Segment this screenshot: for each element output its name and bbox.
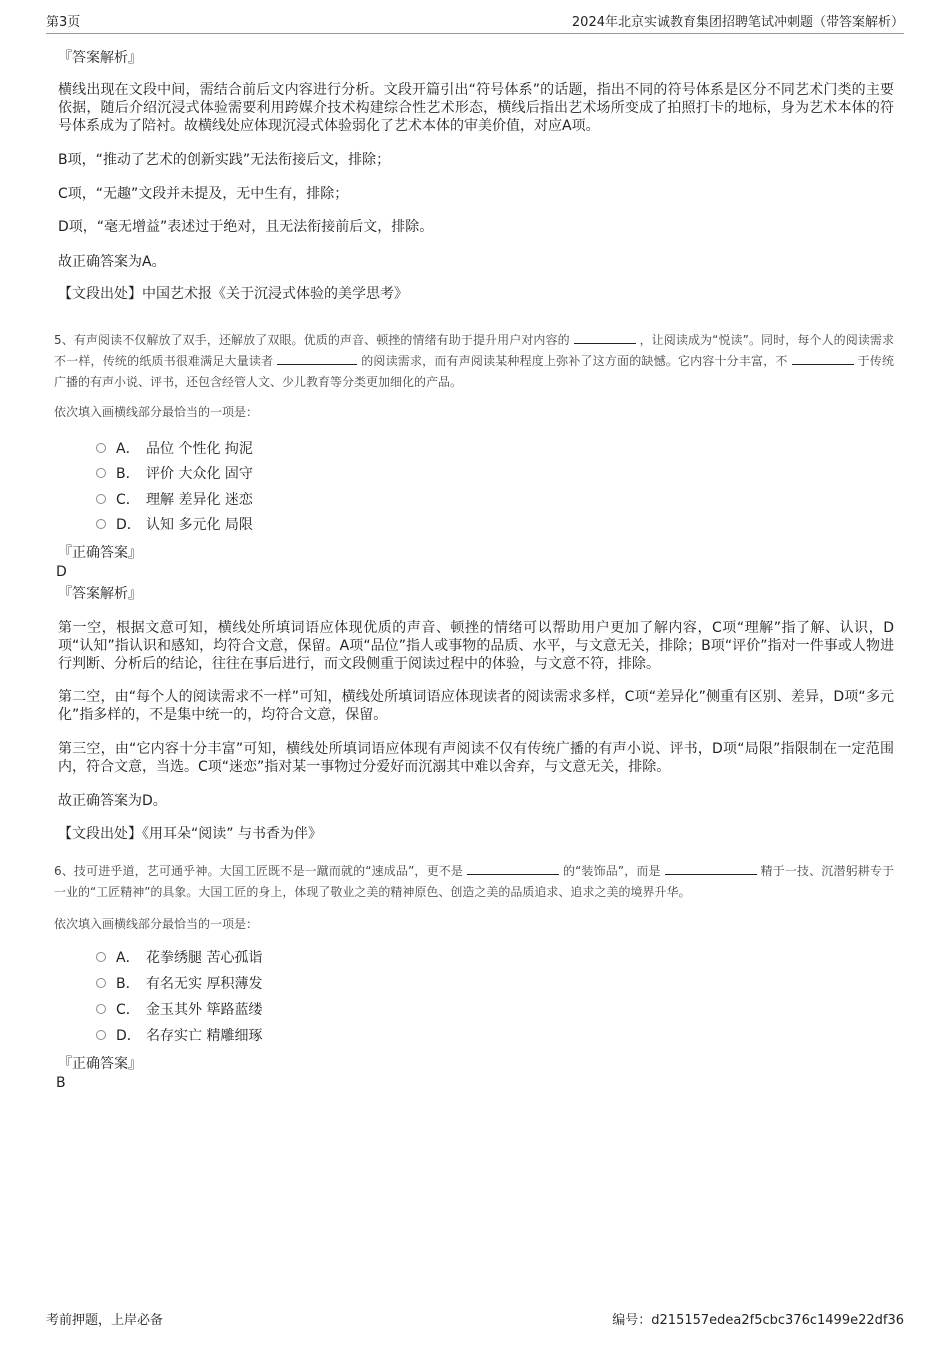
analysis-conclusion: 故正确答案为D。: [58, 793, 167, 809]
document-title: 2024年北京实诚教育集团招聘笔试冲刺题（带答案解析）: [571, 15, 904, 30]
correct-answer: D: [56, 564, 67, 580]
question-text: 于传统广播的有声小说、评书，还包含经管人文、少儿教育等分类更加细化的产品。: [54, 354, 894, 389]
analysis-paragraph: 第一空，根据文意可知，横线处所填词语应体现优质的声音、顿挫的情绪可以帮助用户更加了解内容，C项“理解”指了解、认识，D项“认知”指认识和感知，均符合文意，保留。A项“品位”指人或事物的品质、水平，与文意无关，排除；B项“评价”指对一件事或人物进行判断、分析后的结论，往往在事后进行，而文段侧重于阅读过程中的体验，与文意不符，排除。: [58, 620, 894, 672]
option-letter: C．: [116, 492, 140, 508]
correct-answer-label: 『正确答案』: [58, 1056, 142, 1072]
question-text: 精于一技、沉潜躬耕专于一业的“工匠精神”的具象。大国工匠的身上，体现了敬业之美的精神原色、创造之美的品质追求、追求之美的境界升华。: [54, 864, 894, 899]
radio-icon[interactable]: [96, 494, 106, 504]
correct-answer: B: [56, 1075, 66, 1091]
blank-3: [792, 352, 854, 365]
analysis-label: 『答案解析』: [58, 586, 142, 602]
page-number: 第3页: [46, 15, 81, 30]
question-text: 5、有声阅读不仅解放了双手，还解放了双眼。优质的声音、顿挫的情绪有助于提升用户对内容的: [54, 333, 570, 347]
question-5-stem: [54, 330, 894, 393]
radio-icon[interactable]: [96, 443, 106, 453]
source-citation: 【文段出处】中国艺术报《关于沉浸式体验的美学思考》: [58, 286, 408, 302]
analysis-paragraph: B项，“推动了艺术的创新实践”无法衔接后文，排除；: [58, 152, 391, 168]
radio-icon[interactable]: [96, 519, 106, 529]
question-instruction: 依次填入画横线部分最恰当的一项是：: [54, 917, 259, 931]
page-footer: [46, 1312, 904, 1332]
footer-slogan: 考前押题，上岸必备: [46, 1313, 164, 1328]
option-letter: D．: [116, 517, 141, 533]
source-citation: 【文段出处】《用耳朵“阅读” 与书香为伴》: [58, 826, 322, 842]
analysis-paragraph: 横线出现在文段中间，需结合前后文内容进行分析。文段开篇引出“符号体系”的话题，指出不同的符号体系是区分不同艺术门类的主要依据，随后介绍沉浸式体验需要利用跨媒介技术构建综合性艺术形态，横线后指出艺术场所变成了拍照打卡的地标，身为艺术本体的符号体系成为了陪衬。故横线处应体现沉浸式体验弱化了艺术本体的审美价值，对应A项。: [58, 82, 894, 134]
correct-answer-label: 『正确答案』: [58, 545, 142, 561]
option-c[interactable]: [96, 998, 262, 1022]
option-d[interactable]: [96, 513, 253, 537]
option-c[interactable]: [96, 488, 253, 512]
option-letter: B．: [116, 466, 140, 482]
option-text: 名存实亡 精雕细琢: [146, 1028, 263, 1044]
option-b[interactable]: [96, 972, 262, 996]
option-letter: D．: [116, 1028, 141, 1044]
option-text: 花拳绣腿 苦心孤诣: [146, 950, 263, 966]
blank-1: [467, 862, 559, 875]
question-6-stem: [54, 861, 894, 903]
blank-2: [665, 862, 757, 875]
option-letter: A．: [116, 950, 140, 966]
blank-1: [574, 331, 636, 344]
option-text: 理解 差异化 迷恋: [146, 492, 253, 508]
page-header: [46, 14, 904, 34]
option-letter: C．: [116, 1002, 140, 1018]
radio-icon[interactable]: [96, 978, 106, 988]
analysis-conclusion: 故正确答案为A。: [58, 254, 166, 270]
option-text: 品位 个性化 拘泥: [146, 441, 253, 457]
question-text: 的阅读需求，而有声阅读某种程度上弥补了这方面的缺憾。它内容十分丰富，不: [361, 354, 788, 368]
analysis-paragraph: D项，“毫无增益”表述过于绝对，且无法衔接前后文，排除。: [58, 219, 434, 235]
question-text: 6、技可进乎道，艺可通乎神。大国工匠既不是一蹴而就的“速成品”，更不是: [54, 864, 463, 878]
option-letter: A．: [116, 441, 140, 457]
analysis-paragraph: 第三空，由“它内容十分丰富”可知，横线处所填词语应体现有声阅读不仅有传统广播的有声小说、评书，D项“局限”指限制在一定范围内，符合文意，当选。C项“迷恋”指对某一事物过分爱好而沉溺其中难以舍弃，与文意无关，排除。: [58, 741, 894, 775]
radio-icon[interactable]: [96, 1004, 106, 1014]
question-text: ，让阅读成为“悦读”。同时，每个人的阅读需求不一样，传统的纸质书很难满足大量读者: [54, 333, 895, 368]
option-a[interactable]: [96, 437, 253, 461]
question-text: 的“装饰品”，而是: [562, 864, 661, 878]
question-instruction: 依次填入画横线部分最恰当的一项是：: [54, 405, 259, 419]
radio-icon[interactable]: [96, 952, 106, 962]
option-text: 认知 多元化 局限: [146, 517, 253, 533]
option-text: 评价 大众化 固守: [146, 466, 253, 482]
option-d[interactable]: [96, 1024, 262, 1048]
option-letter: B．: [116, 976, 140, 992]
option-text: 有名无实 厚积薄发: [146, 976, 263, 992]
radio-icon[interactable]: [96, 468, 106, 478]
analysis-paragraph: 第二空，由“每个人的阅读需求不一样”可知，横线处所填词语应体现读者的阅读需求多样，C项“差异化”侧重有区别、差异，D项“多元化”指多样的，不是集中统一的，均符合文意，保留。: [58, 689, 894, 723]
option-b[interactable]: [96, 462, 253, 486]
option-text: 金玉其外 筚路蓝缕: [146, 1002, 263, 1018]
option-a[interactable]: [96, 946, 262, 970]
blank-2: [277, 352, 357, 365]
analysis-paragraph: C项，“无趣”文段并未提及，无中生有，排除；: [58, 186, 349, 202]
document-id: 编号：d215157edea2f5cbc376c1499e22df36: [612, 1313, 904, 1328]
radio-icon[interactable]: [96, 1030, 106, 1040]
analysis-label: 『答案解析』: [58, 50, 142, 66]
